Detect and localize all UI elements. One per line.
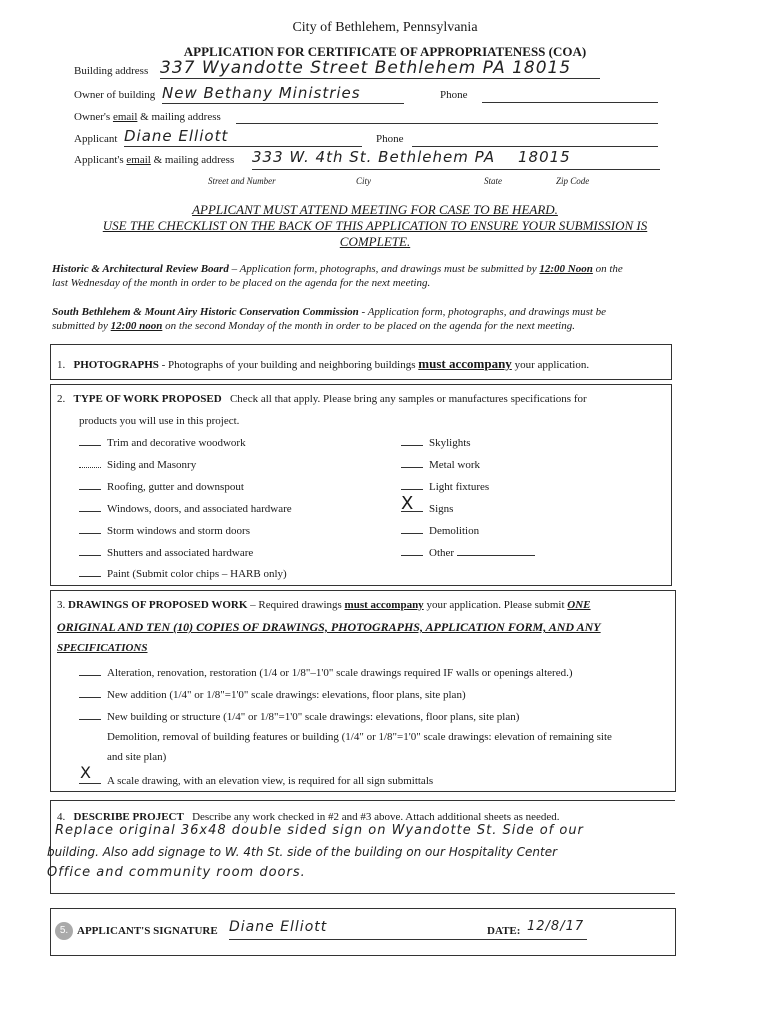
- building-address-value[interactable]: 337 Wyandotte Street Bethlehem PA 18015: [160, 58, 600, 79]
- section-4-heading: 4. DESCRIBE PROJECT Describe any work checked in #2 and #3 above. Attach additional sheets as needed.: [57, 811, 560, 823]
- notice-line-2: USE THE CHECKLIST ON THE BACK OF THIS APPLICATION TO ENSURE YOUR SUBMISSION IS: [102, 218, 648, 233]
- notice-line-3: COMPLETE.: [339, 234, 411, 249]
- owner-email-label: Owner's email & mailing address: [74, 111, 221, 123]
- work-option-light-fixtures[interactable]: Light fixtures: [401, 479, 489, 493]
- work-option-signs[interactable]: Signs: [401, 501, 453, 515]
- work-option-skylights[interactable]: Skylights: [401, 435, 471, 449]
- drawing-option-demolition[interactable]: Demolition, removal of building features or building (1/4" or 1/8"=1'0" scale drawings: elevation of remaining site: [107, 731, 612, 743]
- owner-email-field[interactable]: [236, 110, 658, 124]
- section-describe-project: [47, 800, 675, 894]
- section-photographs: [50, 344, 672, 380]
- street-caption: Street and Number: [208, 176, 276, 186]
- project-description-line-1[interactable]: Replace original 36x48 double sided sign on Wyandotte St. Side of our: [55, 823, 584, 838]
- notice-line-1: APPLICANT MUST ATTEND MEETING FOR CASE TO BE HEARD.: [192, 202, 558, 217]
- applicant-phone-label: Phone: [376, 133, 404, 145]
- applicant-label: Applicant: [74, 133, 118, 145]
- project-description-line-3[interactable]: Office and community room doors.: [47, 865, 306, 880]
- sign-scale-check-mark: X: [80, 763, 91, 782]
- drawing-option-sign-scale[interactable]: A scale drawing, with an elevation view, is required for all sign submittals: [79, 773, 433, 787]
- drawing-option-alteration[interactable]: Alteration, renovation, restoration (1/4 or 1/8"–1'0" scale drawings required IF walls or openings altered.): [79, 665, 573, 679]
- section-type-of-work: [50, 384, 672, 586]
- section-1-text: 1. PHOTOGRAPHS - Photographs of your building and neighboring buildings must accompany your application.: [57, 356, 590, 371]
- owner-label: Owner of building: [74, 89, 156, 101]
- section-drawings: [50, 590, 676, 792]
- work-option-trim[interactable]: Trim and decorative woodwork: [79, 435, 246, 449]
- applicant-phone-field[interactable]: [412, 131, 658, 147]
- owner-value[interactable]: New Bethany Ministries: [162, 84, 404, 104]
- applicant-value[interactable]: Diane Elliott: [124, 127, 362, 147]
- work-option-windows[interactable]: Windows, doors, and associated hardware: [79, 501, 292, 515]
- section-signature: [50, 908, 676, 956]
- city-heading: City of Bethlehem, Pennsylvania: [292, 20, 478, 35]
- state-caption: State: [484, 176, 502, 186]
- applicant-address-value: 333 W. 4th St. Bethlehem PA: [252, 148, 496, 166]
- harb-paragraph-line-2: last Wednesday of the month in order to be placed on the agenda for the next meeting.: [52, 277, 431, 289]
- form-title: APPLICATION FOR CERTIFICATE OF APPROPRIATENESS (COA): [183, 44, 587, 59]
- section-2-heading: 2. TYPE OF WORK PROPOSED Check all that apply. Please bring any samples or manufactures specifications for: [57, 393, 587, 405]
- drawing-option-new-building[interactable]: New building or structure (1/4" or 1/8"=1'0" scale drawings: elevations, floor plans, site plan): [79, 709, 519, 723]
- work-option-other[interactable]: Other: [401, 545, 535, 559]
- section-5-number-badge: 5.: [55, 922, 73, 940]
- project-description-line-2[interactable]: building. Also add signage to W. 4th St. side of the building on our Hospitality Center: [47, 845, 558, 859]
- owner-phone-field[interactable]: [482, 86, 658, 103]
- signature-field[interactable]: Diane Elliott: [229, 919, 531, 940]
- zip-caption: Zip Code: [556, 176, 590, 186]
- signature-label: APPLICANT'S SIGNATURE: [77, 925, 218, 937]
- sbma-paragraph-line-2: submitted by 12:00 noon on the second Monday of the month in order to be placed on the agenda for the next meeting.: [52, 320, 575, 332]
- city-caption: City: [356, 176, 371, 186]
- section-3-specifications-line: SPECIFICATIONS: [57, 642, 148, 654]
- applicant-address-field[interactable]: [252, 148, 660, 170]
- date-field[interactable]: 12/8/17: [527, 919, 587, 940]
- drawing-option-new-addition[interactable]: New addition (1/4" or 1/8"=1'0" scale drawings: elevations, floor plans, site plan): [79, 687, 466, 701]
- sbma-paragraph-line-1: South Bethlehem & Mount Airy Historic Conservation Commission - Application form, photographs, and drawings must be: [52, 306, 607, 318]
- work-option-metal[interactable]: Metal work: [401, 457, 480, 471]
- signs-check-mark: X: [401, 493, 414, 514]
- building-address-label: Building address: [74, 65, 149, 77]
- work-option-shutters[interactable]: Shutters and associated hardware: [79, 545, 253, 559]
- work-option-paint[interactable]: Paint (Submit color chips – HARB only): [79, 566, 287, 580]
- work-option-roofing[interactable]: Roofing, gutter and downspout: [79, 479, 244, 493]
- applicant-email-label: Applicant's email & mailing address: [74, 154, 235, 166]
- work-option-siding[interactable]: Siding and Masonry: [79, 457, 196, 471]
- date-label: DATE:: [487, 925, 521, 937]
- harb-paragraph-line-1: Historic & Architectural Review Board – Application form, photographs, and drawings must be submitted by 12:00 Noon on the: [52, 263, 623, 275]
- owner-phone-label: Phone: [440, 89, 468, 101]
- work-option-demolition[interactable]: Demolition: [401, 523, 479, 537]
- section-2-subtext: products you will use in this project.: [79, 415, 240, 427]
- work-option-storm-windows[interactable]: Storm windows and storm doors: [79, 523, 250, 537]
- drawing-option-demolition-cont: and site plan): [107, 751, 167, 763]
- applicant-zip-value: 18015: [518, 148, 571, 166]
- section-3-heading: 3. DRAWINGS OF PROPOSED WORK – Required drawings must accompany your application. Please submit ONE: [57, 599, 591, 611]
- section-3-copies-line: ORIGINAL AND TEN (10) COPIES OF DRAWINGS, PHOTOGRAPHS, APPLICATION FORM, AND ANY: [57, 620, 601, 634]
